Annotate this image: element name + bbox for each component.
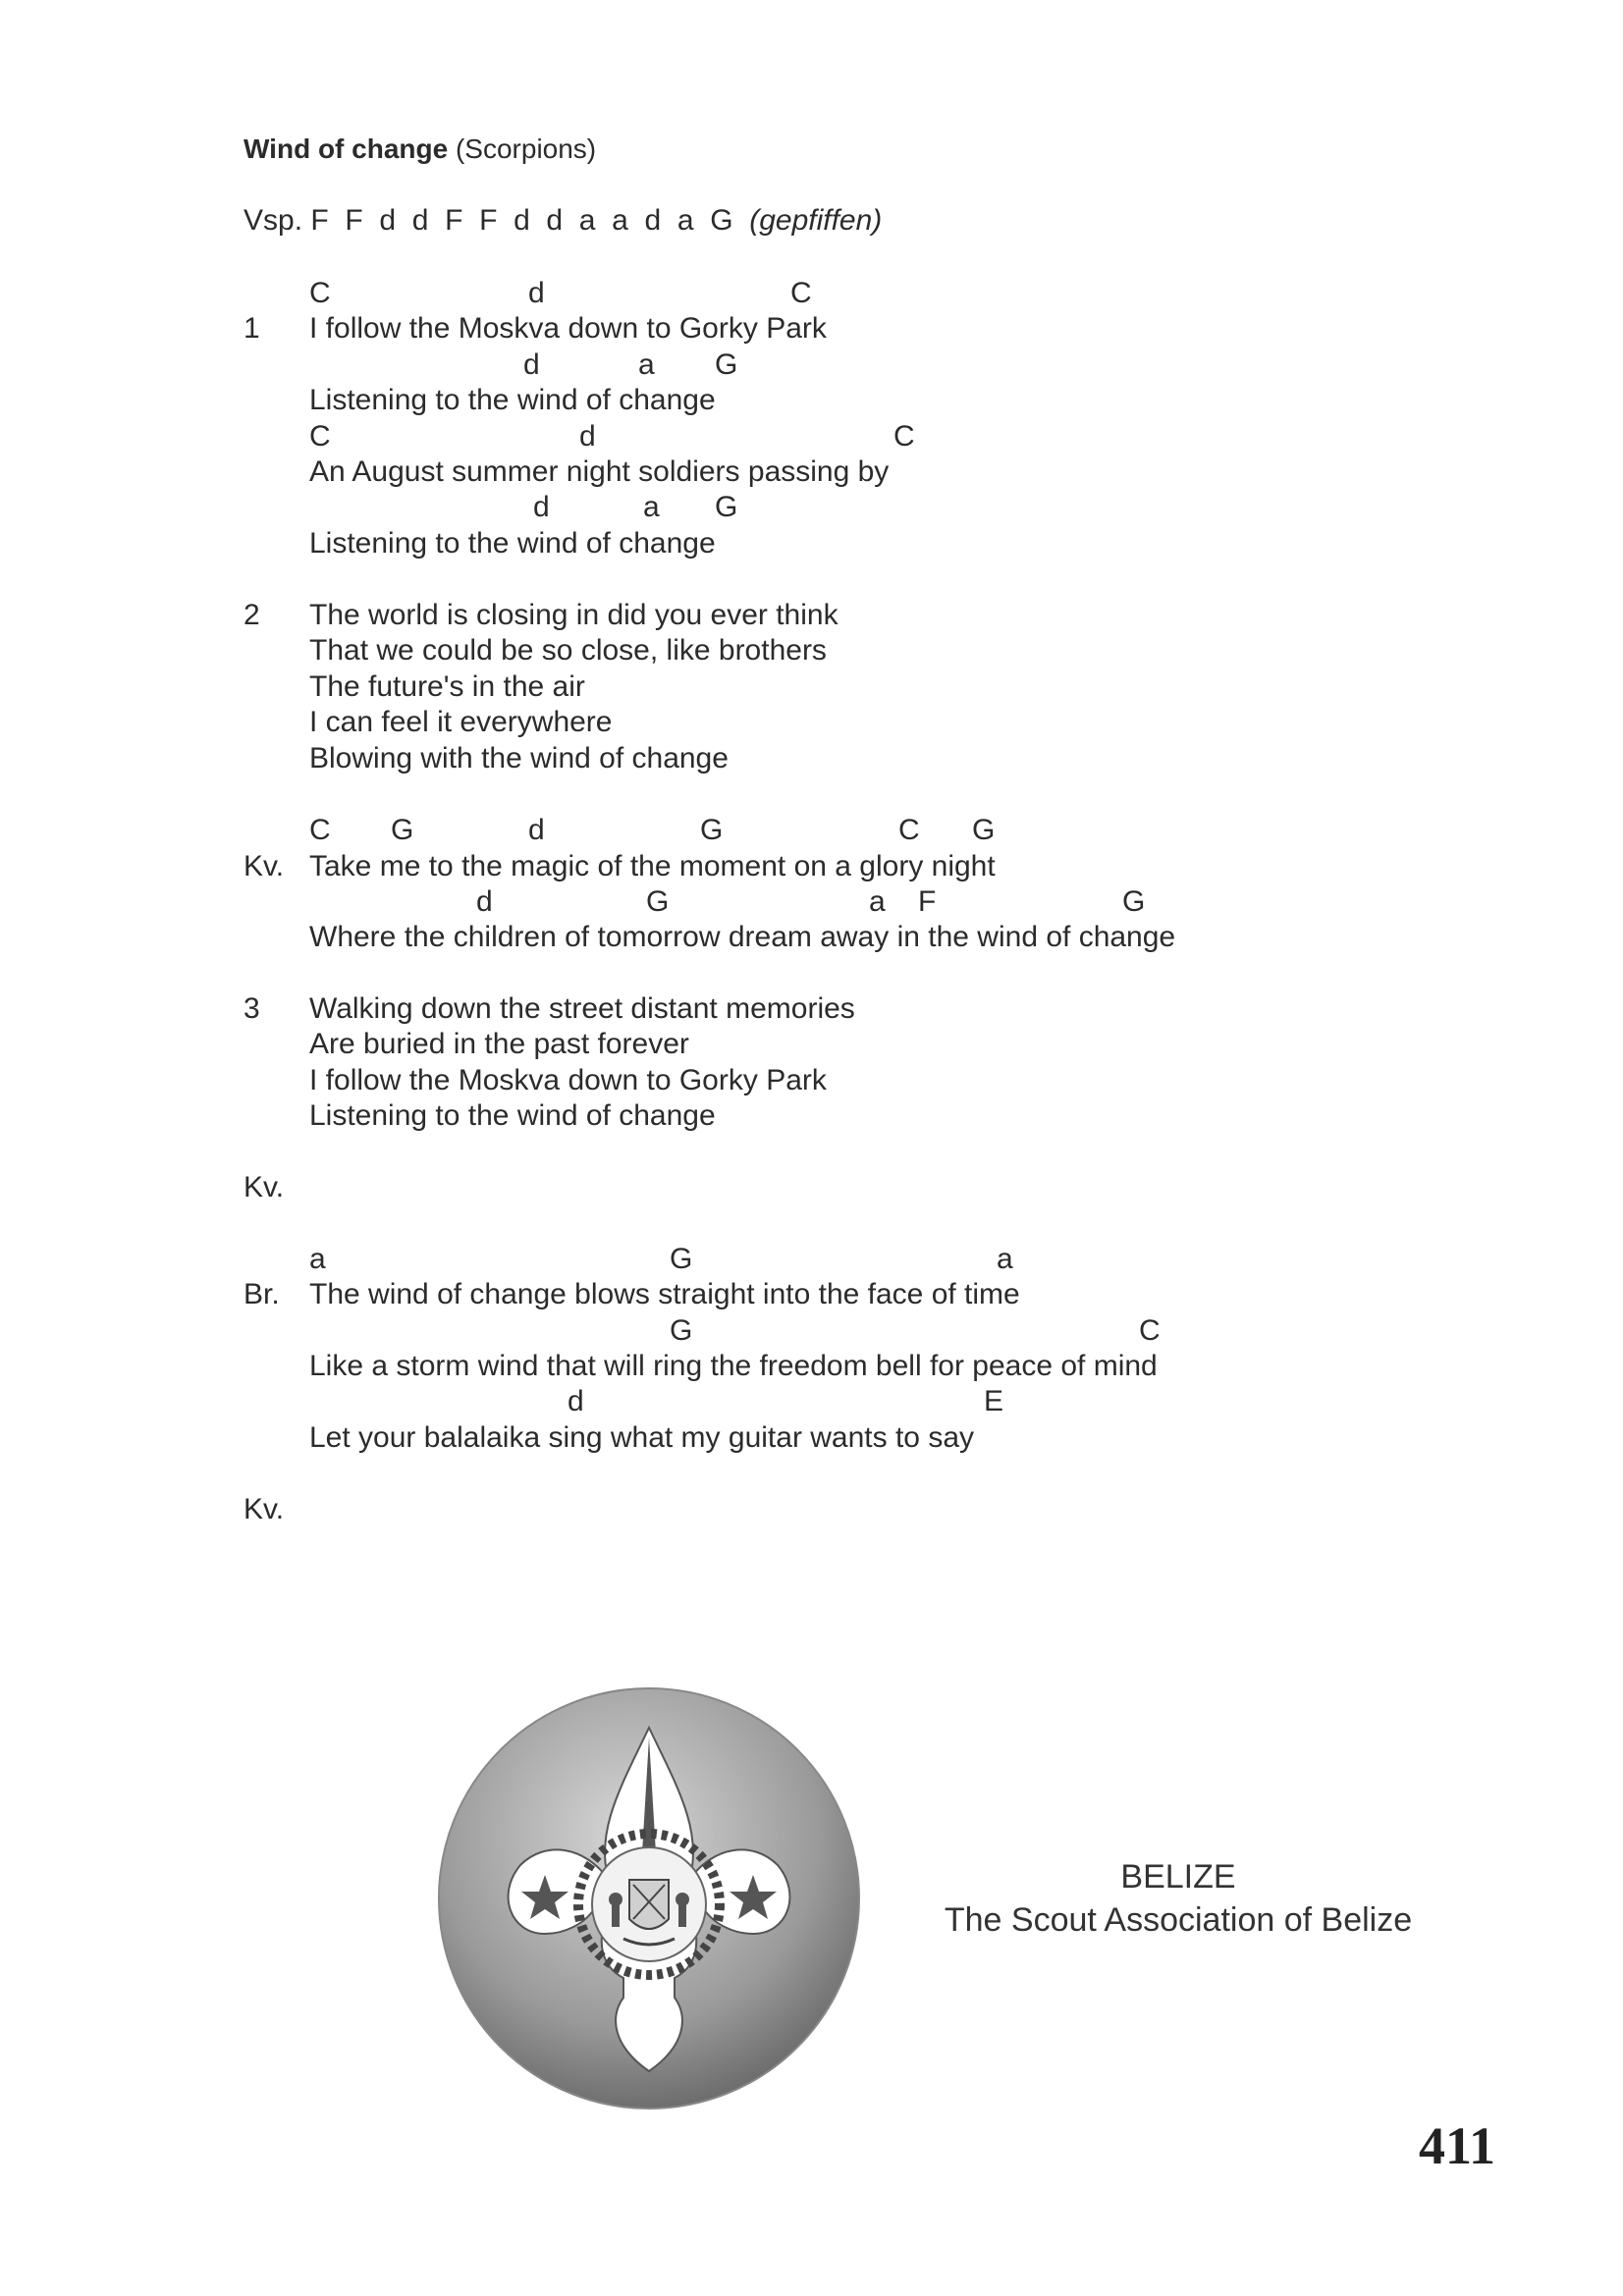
lyric-line: Take me to the magic of the moment on a glory night bbox=[309, 850, 996, 882]
bridge-label: Br. bbox=[243, 1278, 280, 1310]
lyric-line: Like a storm wind that will ring the freedom bell for peace of mind bbox=[309, 1350, 1158, 1382]
chord: E bbox=[984, 1385, 1004, 1417]
chord: G bbox=[670, 1314, 693, 1347]
chord: a bbox=[638, 348, 655, 381]
scout-emblem-logo bbox=[437, 1674, 861, 2123]
lyric-line: Are buried in the past forever bbox=[309, 1028, 689, 1060]
chord: d bbox=[476, 885, 493, 918]
lyric-line: Walking down the street distant memories bbox=[309, 992, 855, 1025]
lyric-line: Where the children of tomorrow dream away in the wind of change bbox=[309, 921, 1176, 953]
organization-country: BELIZE bbox=[1120, 1858, 1236, 1896]
lyric-line: I follow the Moskva down to Gorky Park bbox=[309, 1064, 827, 1096]
lyric-line: I follow the Moskva down to Gorky Park bbox=[309, 312, 827, 345]
chord: a bbox=[869, 885, 886, 918]
chord: C bbox=[309, 420, 331, 453]
lyric-line: That we could be so close, like brothers bbox=[309, 634, 827, 667]
chord: C bbox=[790, 277, 812, 309]
chord: C bbox=[1139, 1314, 1161, 1347]
chord: a bbox=[643, 491, 660, 523]
intro-line bbox=[243, 204, 882, 238]
lyric-line: Listening to the wind of change bbox=[309, 384, 716, 416]
chord: a bbox=[997, 1243, 1013, 1275]
chorus-label: Kv. bbox=[243, 850, 285, 882]
organization-caption bbox=[884, 1855, 1473, 1942]
lyric-line: An August summer night soldiers passing by bbox=[309, 455, 890, 488]
intro-prefix: Vsp. bbox=[243, 204, 303, 237]
chord: G bbox=[715, 491, 738, 523]
intro-chords: F F d d F F d d a a d a G bbox=[310, 204, 733, 237]
chord: G bbox=[1122, 885, 1146, 918]
song-title-line bbox=[243, 133, 596, 165]
chord: G bbox=[670, 1243, 693, 1275]
chord: d bbox=[533, 491, 550, 523]
lyric-line: Let your balalaika sing what my guitar wants to say bbox=[309, 1421, 975, 1454]
chord: a bbox=[309, 1243, 326, 1275]
chord: d bbox=[568, 1385, 584, 1417]
chorus-end-label: Kv. bbox=[243, 1493, 285, 1525]
song-artist: (Scorpions) bbox=[455, 133, 597, 164]
chord: G bbox=[391, 814, 414, 846]
chord: d bbox=[579, 420, 596, 453]
lyric-line: Blowing with the wind of change bbox=[309, 742, 729, 774]
page-number: 411 bbox=[1419, 2116, 1496, 2175]
intro-note: (gepfiffen) bbox=[749, 204, 883, 237]
chord: G bbox=[646, 885, 670, 918]
verse-number-2: 2 bbox=[243, 599, 260, 631]
organization-name: The Scout Association of Belize bbox=[944, 1901, 1413, 1939]
chord: C bbox=[309, 277, 331, 309]
chord: C bbox=[898, 814, 920, 846]
song-title: Wind of change bbox=[243, 133, 449, 164]
verse-number-3: 3 bbox=[243, 992, 260, 1025]
chord: F bbox=[918, 885, 937, 918]
lyric-line: The wind of change blows straight into the face of time bbox=[309, 1278, 1020, 1310]
chord: C bbox=[893, 420, 915, 453]
lyric-line: Listening to the wind of change bbox=[309, 1099, 716, 1132]
verse-number-1: 1 bbox=[243, 312, 260, 345]
chord: C bbox=[309, 814, 331, 846]
chord: d bbox=[528, 814, 545, 846]
lyric-line: Listening to the wind of change bbox=[309, 527, 716, 560]
chorus-repeat-label: Kv. bbox=[243, 1171, 285, 1203]
lyric-line: The future's in the air bbox=[309, 670, 585, 703]
lyric-line: The world is closing in did you ever think bbox=[309, 599, 839, 631]
chord: G bbox=[715, 348, 738, 381]
chord: G bbox=[700, 814, 724, 846]
chord: G bbox=[972, 814, 996, 846]
lyric-line: I can feel it everywhere bbox=[309, 706, 613, 738]
chord: d bbox=[523, 348, 540, 381]
chord: d bbox=[528, 277, 545, 309]
